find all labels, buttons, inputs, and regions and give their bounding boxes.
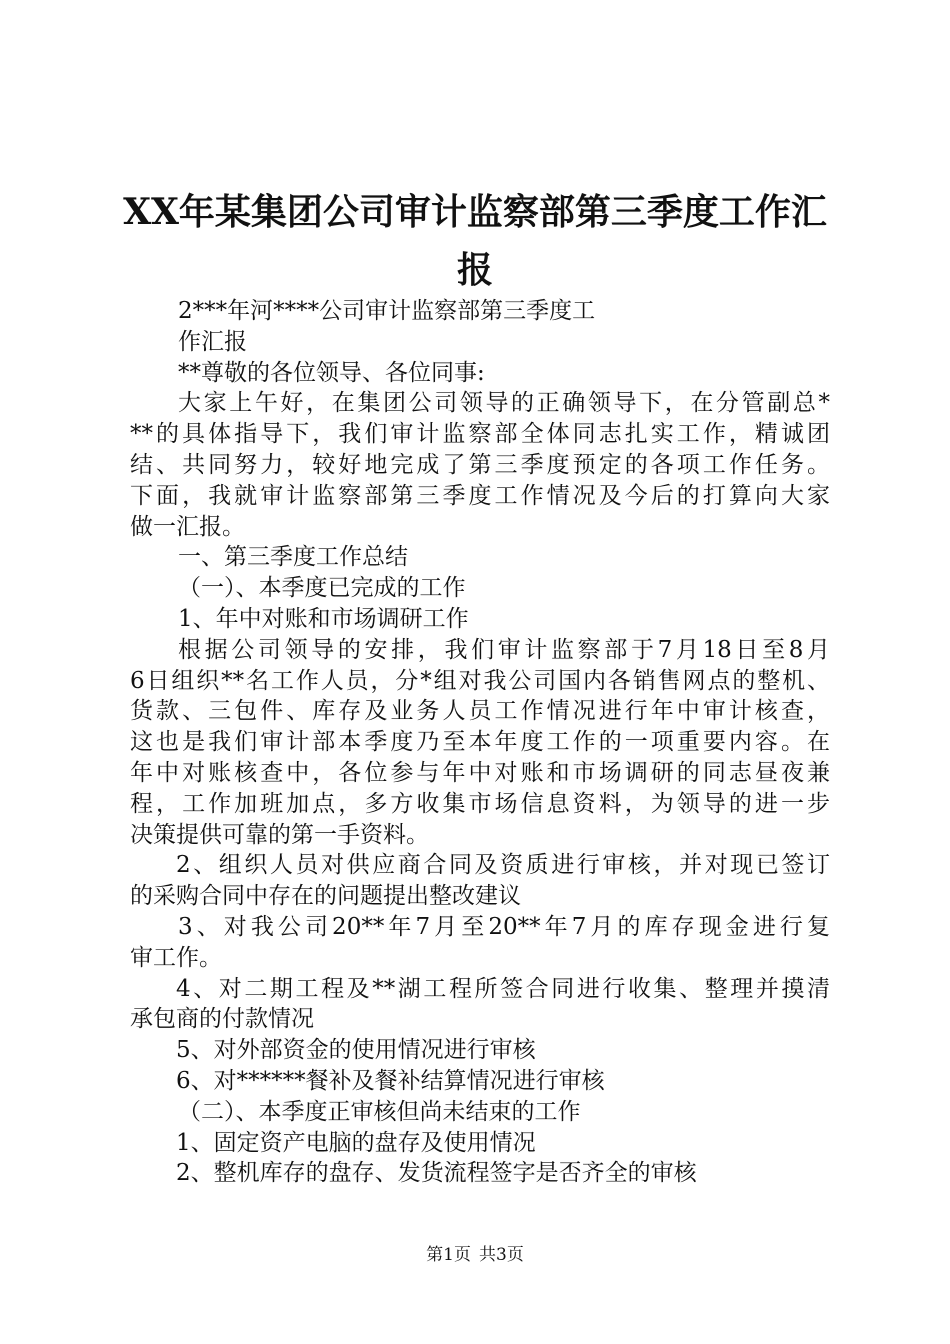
body-line: 决策提供可靠的第一手资料。	[130, 821, 429, 848]
body-line: **的具体指导下，我们审计监察部全体同志扎实工作，精诚团	[130, 421, 830, 448]
page-footer	[0, 1244, 950, 1266]
body-line: 结、共同努力，较好地完成了第三季度预定的各项工作任务。	[130, 451, 830, 478]
list-item: 2、组织人员对供应商合同及资质进行审核，并对现已签订	[176, 852, 830, 879]
body-line: 下面，我就审计监察部第三季度工作情况及今后的打算向大家	[130, 482, 830, 509]
salutation: **尊敬的各位领导、各位同事:	[178, 359, 485, 386]
body-line: 根据公司领导的安排，我们审计监察部于7月18日至8月	[178, 636, 830, 663]
body-line: 2***年河****公司审计监察部第三季度工	[178, 298, 596, 324]
list-item: 3、对我公司20**年7月至20**年7月的库存现金进行复	[178, 913, 830, 940]
body-line: 承包商的付款情况	[130, 1006, 314, 1033]
document-title-line-1: XX年某集团公司审计监察部第三季度工作汇	[123, 191, 827, 233]
item-heading: 1、年中对账和市场调研工作	[178, 605, 469, 632]
body-line: 6日组织**名工作人员，分*组对我公司国内各销售网点的整机、	[130, 667, 830, 694]
subsection-heading: （一）、本季度已完成的工作	[178, 575, 466, 602]
body-line: 作汇报	[178, 328, 247, 355]
list-item: 4、对二期工程及**湖工程所签合同进行收集、整理并摸清	[176, 975, 830, 1002]
document-title-line-2: 报	[456, 249, 493, 291]
body-line: 的采购合同中存在的问题提出整改建议	[130, 883, 521, 910]
subsection-heading: （二）、本季度正审核但尚未结束的工作	[178, 1098, 581, 1125]
list-item: 5、对外部资金的使用情况进行审核	[176, 1037, 536, 1064]
document-body	[130, 296, 830, 1189]
body-line: 大家上午好，在集团公司领导的正确领导下，在分管副总*	[178, 390, 830, 417]
body-line: 这也是我们审计部本季度乃至本年度工作的一项重要内容。在	[130, 729, 830, 756]
list-item: 2、整机库存的盘存、发货流程签字是否齐全的审核	[176, 1160, 697, 1187]
body-line: 货款、三包件、库存及业务人员工作情况进行年中审计核查，	[130, 698, 830, 725]
page-number: 第1页	[426, 1245, 471, 1265]
list-item: 1、固定资产电脑的盘存及使用情况	[176, 1129, 536, 1156]
page-total: 共3页	[479, 1245, 524, 1265]
body-line: 审工作。	[130, 944, 222, 971]
section-heading: 一、第三季度工作总结	[178, 544, 408, 571]
body-line: 做一汇报。	[130, 513, 245, 540]
body-line: 年中对账核查中，各位参与年中对账和市场调研的同志昼夜兼	[130, 759, 830, 786]
body-line: 程，工作加班加点，多方收集市场信息资料，为领导的进一步	[130, 790, 830, 817]
list-item: 6、对******餐补及餐补结算情况进行审核	[176, 1067, 605, 1094]
